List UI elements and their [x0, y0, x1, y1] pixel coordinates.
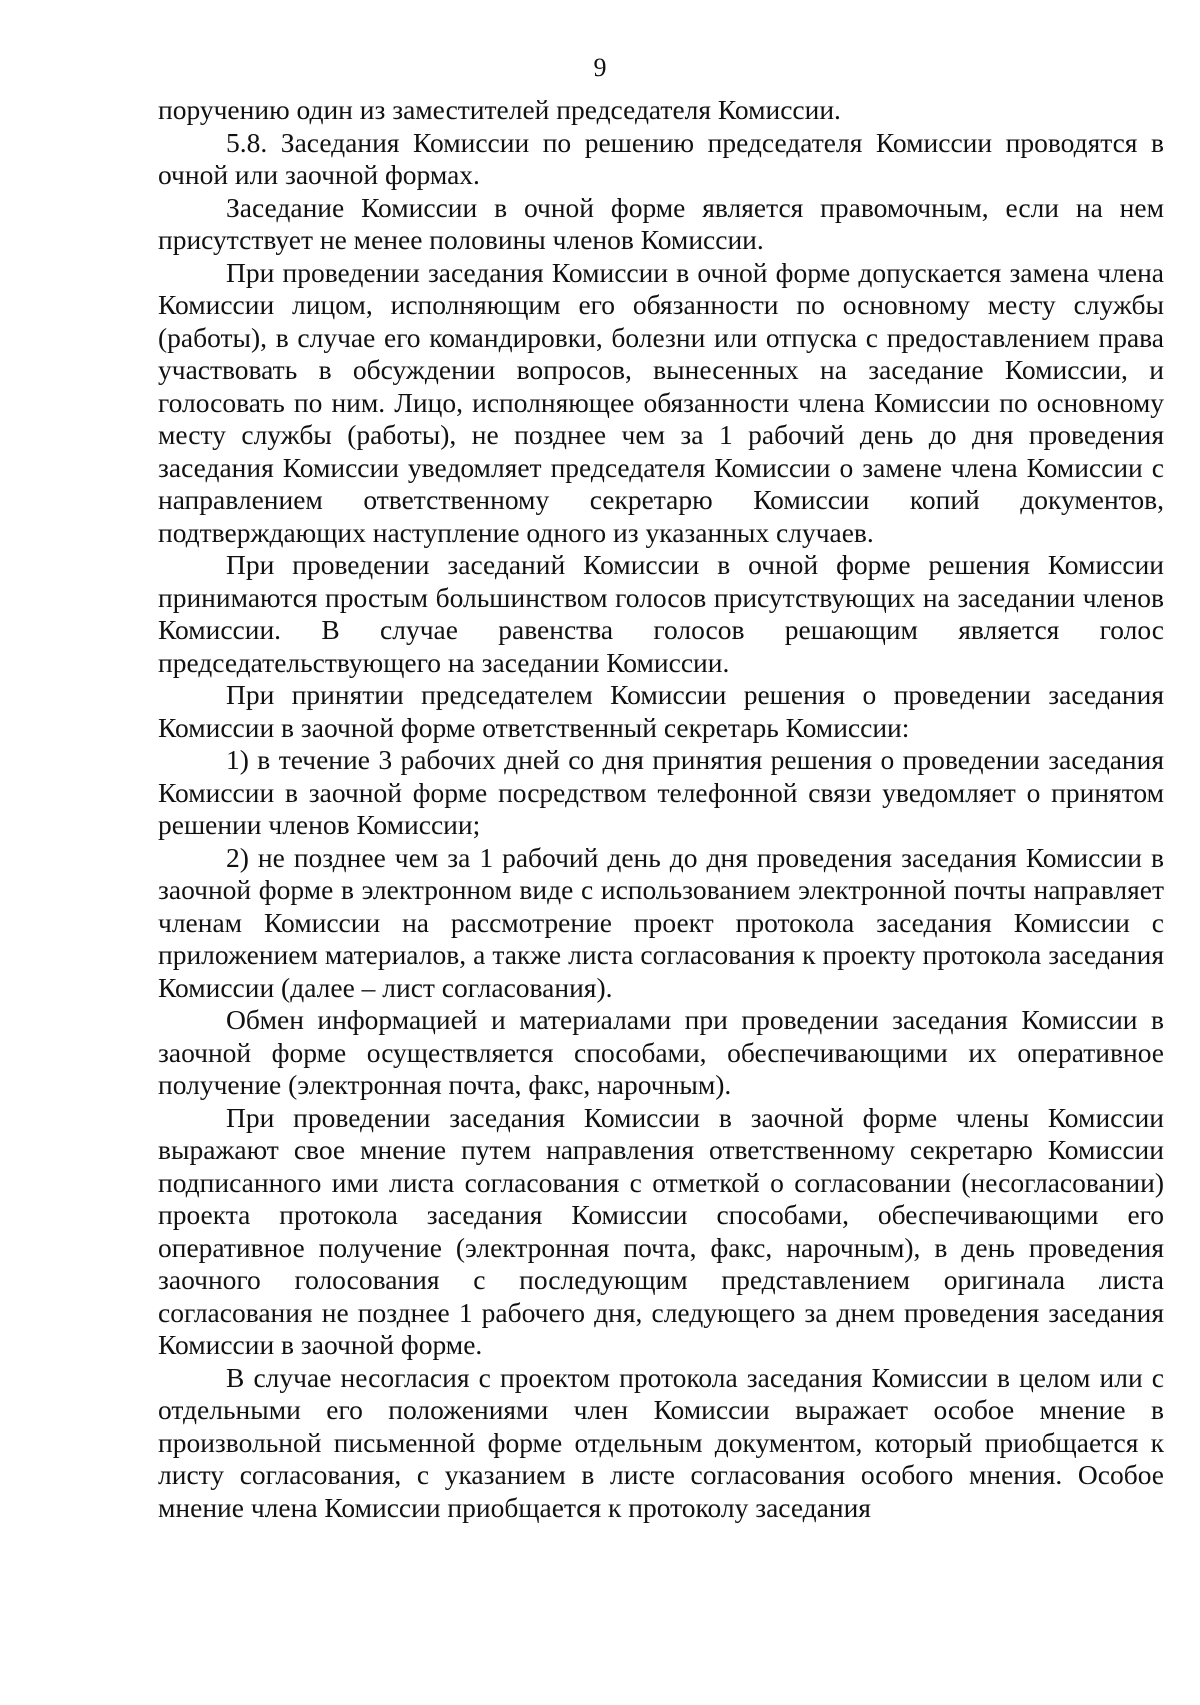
paragraph-dissenting-opinion: В случае несогласия с проектом протокола заседания Комиссии в целом или с отдельными его положениями член Комиссии выражает особое мнение в произвольной письменной форме отдельным документом, который приобщается к листу согласования, с указанием в листе согласования особого мнения. Особое мнение члена Комиссии приобщается к протоколу заседания	[158, 1361, 1164, 1523]
paragraph-information-exchange: Обмен информацией и материалами при проведении заседания Комиссии в заочной форме осуществляется способами, обеспечивающими их оперативное получение (электронная почта, факс, нарочным).	[158, 1004, 1164, 1100]
paragraph-item-2: 2) не позднее чем за 1 рабочий день до дня проведения заседания Комиссии в заочной форме в электронном виде с использованием электронной почты направляет членам Комиссии на рассмотрение проект протокола заседания Комиссии с приложением материалов, а также листа согласования к проекту протокола заседания Комиссии (далее – лист согласования).	[158, 841, 1164, 1003]
paragraph-continuation: поручению один из заместителей председателя Комиссии.	[158, 94, 841, 125]
paragraph-member-replacement: При проведении заседания Комиссии в очной форме допускается замена члена Комиссии лицом, исполняющим его обязанности по основному месту службы (работы), в случае его командировки, болезни или отпуска с предоставлением права участвовать в обсуждении вопросов, вынесенных на заседание Комиссии, и голосовать по ним. Лицо, исполняющее обязанности члена Комиссии по основному месту службы (работы), не позднее чем за 1 рабочий день до дня проведения заседания Комиссии уведомляет председателя Комиссии о замене члена Комиссии с направлением ответственному секретарю Комиссии копий документов, подтверждающих наступление одного из указанных случаев.	[158, 256, 1164, 548]
paragraph-members-opinion: При проведении заседания Комиссии в заочной форме члены Комиссии выражают свое мнение путем направления ответственному секретарю Комиссии подписанного ими листа согласования с отметкой о согласовании (несогласовании) проекта протокола заседания Комиссии способами, обеспечивающими его оперативное получение (электронная почта, факс, нарочным), в день проведения заочного голосования с последующим представлением оригинала листа согласования не позднее 1 рабочего дня, следующего за днем проведения заседания Комиссии в заочной форме.	[158, 1101, 1164, 1360]
paragraph-absentee-decision: При принятии председателем Комиссии решения о проведении заседания Комиссии в заочной форме ответственный секретарь Комиссии:	[158, 679, 1164, 743]
paragraph-item-1: 1) в течение 3 рабочих дней со дня принятия решения о проведении заседания Комиссии в заочной форме посредством телефонной связи уведомляет о принятом решении членов Комиссии;	[158, 744, 1164, 840]
page-number: 9	[593, 53, 607, 82]
paragraph-decisions-majority: При проведении заседаний Комиссии в очной форме решения Комиссии принимаются простым большинством голосов присутствующих на заседании членов Комиссии. В случае равенства голосов решающим является голос председательствующего на заседании Комиссии.	[158, 549, 1164, 678]
paragraph-5-8: 5.8. Заседания Комиссии по решению председателя Комиссии проводятся в очной или заочной формах.	[158, 126, 1164, 190]
document-body	[158, 94, 1164, 1524]
paragraph-quorum: Заседание Комиссии в очной форме является правомочным, если на нем присутствует не менее половины членов Комиссии.	[158, 191, 1164, 255]
